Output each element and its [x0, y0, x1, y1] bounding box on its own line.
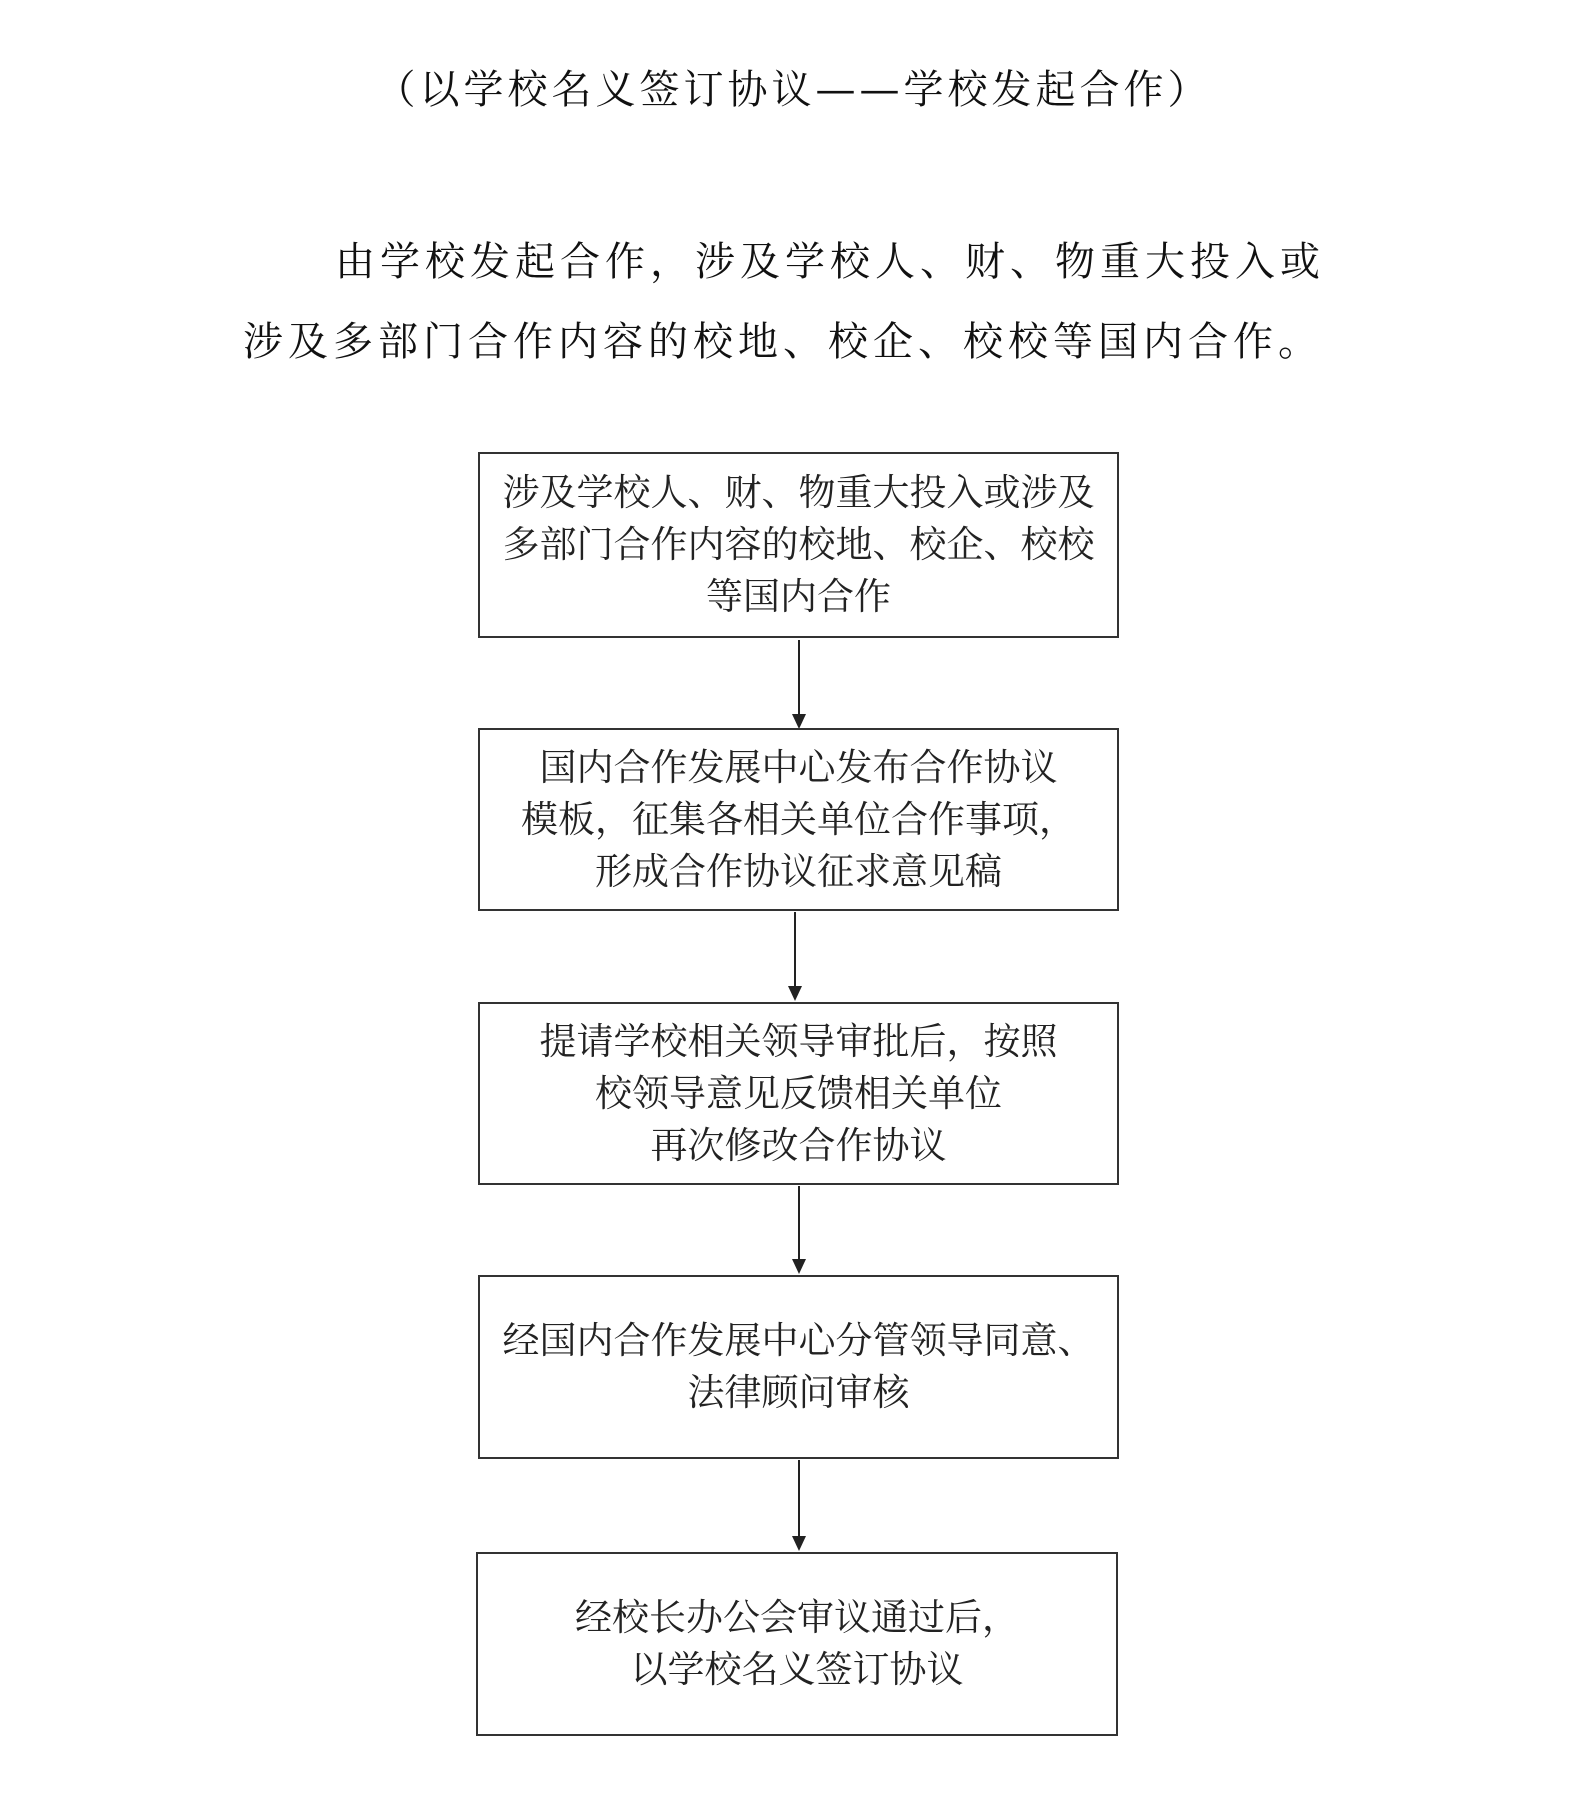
step-1-line-3: 等国内合作: [706, 575, 891, 618]
arrow-3-head: [792, 1259, 806, 1274]
intro-paragraph: 由学校发起合作，涉及学校人、财、物重大投入或涉及多部门合作内容的校地、校企、校校等国内合作。: [243, 239, 1325, 365]
arrow-2-head: [788, 986, 802, 1001]
flow-step-3: [478, 1002, 1119, 1185]
step-1-line-2: 多部门合作内容的校地、校企、校校: [502, 523, 1095, 566]
flow-step-1: [478, 452, 1119, 638]
step-3-line-3: 再次修改合作协议: [650, 1123, 947, 1167]
step-5-line-2: 以学校名义签订协议: [630, 1648, 964, 1691]
document-title: （以学校名义签订协议——学校发起合作）: [375, 67, 1212, 113]
step-1-line-1: 涉及学校人、财、物重大投入或涉及: [502, 471, 1095, 514]
step-3-line-1: 提请学校相关领导审批后，按照: [539, 1019, 1058, 1063]
step-4-line-2: 法律顾问审核: [687, 1371, 910, 1414]
flow-step-2: [478, 728, 1119, 911]
arrow-1-head: [792, 714, 806, 729]
step-5-line-1: 经校长办公会审议通过后，: [575, 1596, 1019, 1639]
step-2-line-2: 模板，征集各相关单位合作事项，: [521, 797, 1076, 841]
flow-step-4: [478, 1275, 1119, 1459]
step-4-line-1: 经国内合作发展中心分管领导同意、: [502, 1319, 1095, 1362]
arrow-4-head: [792, 1536, 806, 1551]
step-2-line-3: 形成合作协议征求意见稿: [595, 849, 1002, 893]
step-3-line-2: 校领导意见反馈相关单位: [595, 1071, 1002, 1115]
step-2-line-1: 国内合作发展中心发布合作协议: [539, 745, 1058, 789]
flow-step-5: [476, 1552, 1118, 1736]
